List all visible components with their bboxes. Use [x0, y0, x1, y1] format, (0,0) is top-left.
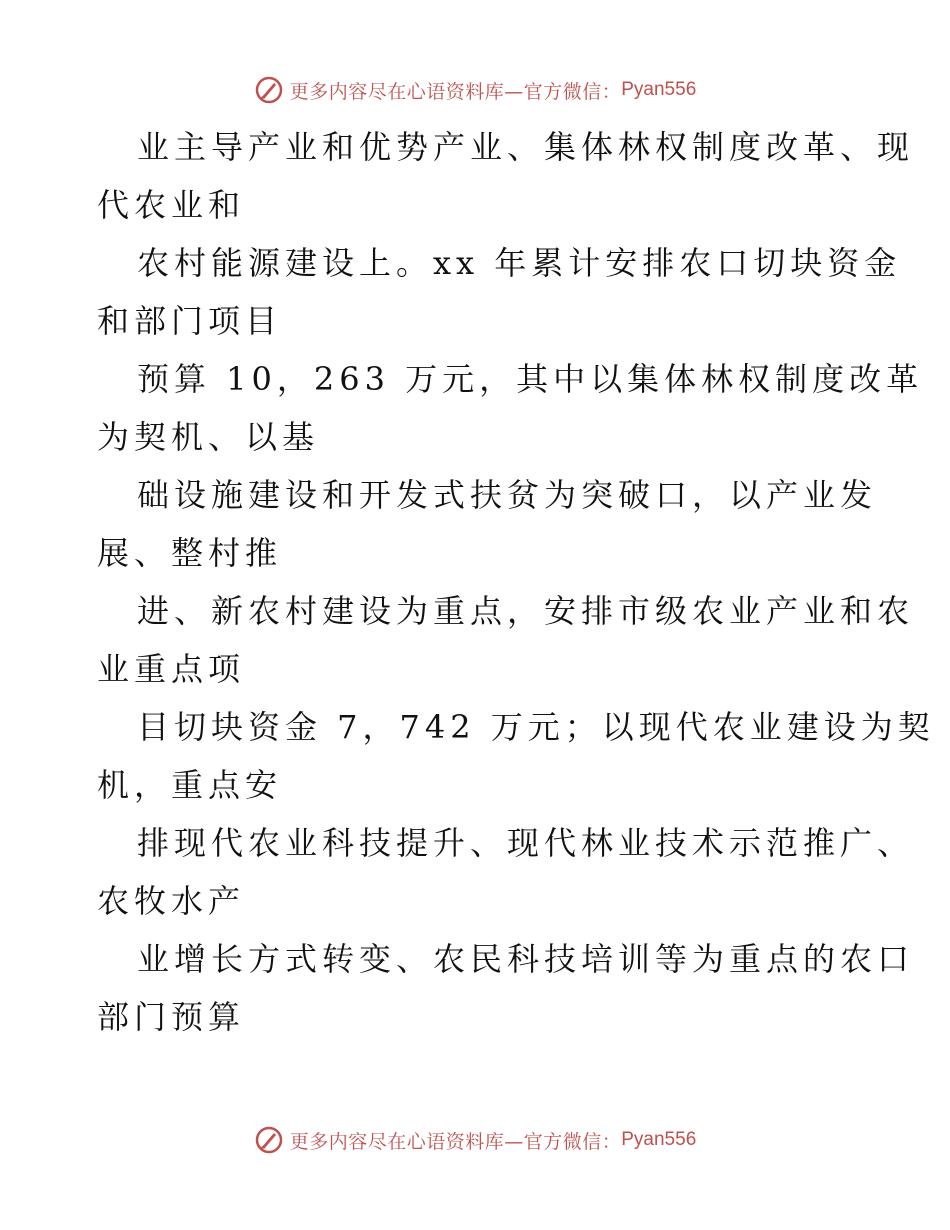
text-line: 目切块资金 7，742 万元；以现代农业建设为契 — [137, 708, 935, 746]
banner-wechat-id: Pyan556 — [621, 79, 697, 100]
text-line: 业主导产业和优势产业、集体林权制度改革、现 — [137, 128, 915, 166]
feather-pen-logo-icon — [254, 1125, 284, 1155]
header-banner — [0, 72, 950, 108]
text-line: 排现代农业科技提升、现代林业技术示范推广、 — [137, 824, 915, 862]
feather-pen-logo-icon — [254, 75, 284, 105]
text-line: 预算 10，263 万元，其中以集体林权制度改革 — [137, 360, 924, 398]
text-line: 农牧水产 — [97, 882, 246, 920]
text-line: 展、整村推 — [97, 534, 283, 572]
text-line: 部门预算 — [97, 998, 246, 1036]
footer-banner — [0, 1122, 950, 1158]
banner-text: 更多内容尽在心语资料库—官方微信： — [289, 1130, 622, 1153]
text-line: 业重点项 — [97, 650, 246, 688]
text-line: 础设施建设和开发式扶贫为突破口，以产业发 — [137, 476, 878, 514]
document-body — [97, 118, 935, 1046]
text-line: 业增长方式转变、农民科技培训等为重点的农口 — [137, 940, 915, 978]
text-line: 进、新农村建设为重点，安排市级农业产业和农 — [137, 592, 915, 630]
text-line: 农村能源建设上。xx 年累计安排农口切块资金 — [137, 244, 902, 282]
text-line: 和部门项目 — [97, 302, 283, 340]
banner-wechat-id: Pyan556 — [621, 1129, 697, 1150]
text-line: 为契机、以基 — [97, 418, 320, 456]
text-line: 机，重点安 — [97, 766, 283, 804]
text-line: 代农业和 — [97, 186, 246, 224]
banner-text: 更多内容尽在心语资料库—官方微信： — [289, 80, 622, 103]
